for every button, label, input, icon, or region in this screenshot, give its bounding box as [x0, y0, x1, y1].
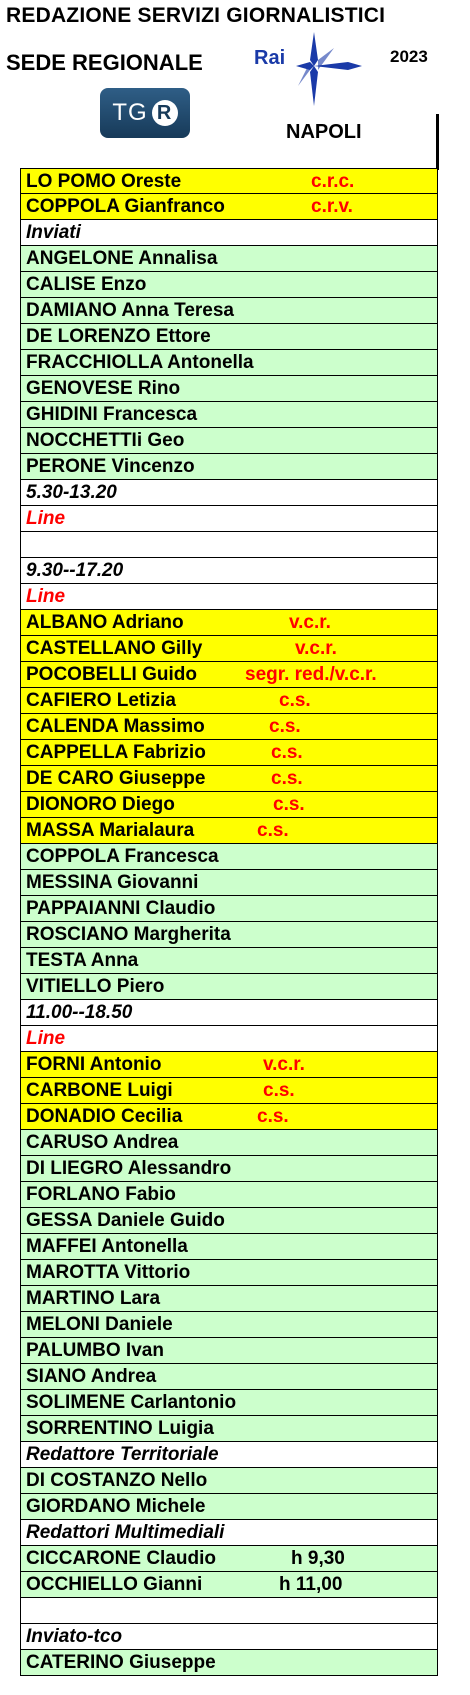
staff-name: CICCARONE Claudio [26, 1548, 216, 1569]
staff-name: FORLANO Fabio [26, 1184, 176, 1205]
staff-name: PALUMBO Ivan [26, 1340, 164, 1361]
section-header-row [20, 1624, 438, 1650]
staff-role: v.c.r. [295, 638, 337, 659]
staff-name: CARBONE Luigi [26, 1080, 173, 1101]
staff-role: v.c.r. [263, 1054, 305, 1075]
staff-row [20, 1416, 438, 1442]
staff-name: COPPOLA Francesca [26, 846, 219, 867]
staff-name: PAPPAIANNI Claudio [26, 898, 216, 919]
staff-name: CAFIERO Letizia [26, 690, 176, 711]
staff-row [20, 1572, 438, 1598]
tgr-logo-icon: TG R [100, 88, 190, 138]
staff-role: c.s. [271, 742, 303, 763]
staff-row [20, 896, 438, 922]
staff-row [20, 610, 438, 636]
section-label: Redattori Multimediali [26, 1522, 225, 1543]
staff-row [20, 350, 438, 376]
section-header-row [20, 1000, 438, 1026]
staff-row [20, 948, 438, 974]
staff-role: c.s. [263, 1080, 295, 1101]
header-divider [436, 114, 439, 170]
staff-role: c.r.v. [311, 196, 353, 217]
staff-name: GIORDANO Michele [26, 1496, 206, 1517]
staff-name: GESSA Daniele Guido [26, 1210, 225, 1231]
staff-row [20, 1234, 438, 1260]
staff-name: CATERINO Giuseppe [26, 1652, 216, 1673]
staff-name: CALISE Enzo [26, 274, 147, 295]
year-label: 2023 [390, 47, 428, 66]
staff-row [20, 454, 438, 480]
staff-name: GENOVESE Rino [26, 378, 181, 399]
section-label: 9.30--17.20 [26, 560, 124, 581]
staff-name: MAFFEI Antonella [26, 1236, 188, 1257]
staff-row [20, 1156, 438, 1182]
line-label: Line [26, 508, 66, 529]
staff-name: ALBANO Adriano [26, 612, 184, 633]
staff-roster [20, 168, 438, 1676]
staff-role: c.s. [273, 794, 305, 815]
staff-name: PERONE Vincenzo [26, 456, 195, 477]
staff-name: CALENDA Massimo [26, 716, 205, 737]
section-label: Inviato-tco [26, 1626, 123, 1647]
section-header-row [20, 220, 438, 246]
staff-name: MESSINA Giovanni [26, 872, 199, 893]
staff-name: MARTINO Lara [26, 1288, 161, 1309]
staff-row [20, 1312, 438, 1338]
staff-row [20, 1104, 438, 1130]
line-label: Line [26, 586, 66, 607]
staff-row [20, 1052, 438, 1078]
staff-role: c.s. [257, 820, 289, 841]
staff-row [20, 974, 438, 1000]
staff-name: FORNI Antonio [26, 1054, 162, 1075]
staff-name: LO POMO Oreste [26, 171, 182, 192]
newsroom-title: REDAZIONE SERVIZI GIORNALISTICI [6, 4, 386, 27]
staff-row [20, 844, 438, 870]
staff-row [20, 636, 438, 662]
staff-row [20, 740, 438, 766]
section-header-row [20, 584, 438, 610]
staff-row [20, 376, 438, 402]
section-label: Inviati [26, 222, 81, 243]
staff-row [20, 1130, 438, 1156]
staff-role: v.c.r. [289, 612, 331, 633]
staff-name: MAROTTA Vittorio [26, 1262, 191, 1283]
rai-logo-icon [252, 30, 370, 110]
staff-row [20, 922, 438, 948]
staff-row [20, 688, 438, 714]
staff-row [20, 1468, 438, 1494]
staff-row [20, 662, 438, 688]
staff-name: NOCCHETTIi Geo [26, 430, 185, 451]
staff-name: ANGELONE Annalisa [26, 248, 218, 269]
staff-name: DI COSTANZO Nello [26, 1470, 208, 1491]
section-header-row [20, 558, 438, 584]
staff-row [20, 1182, 438, 1208]
shift-time: h 11,00 [279, 1574, 343, 1595]
staff-name: CASTELLANO Gilly [26, 638, 203, 659]
staff-name: MELONI Daniele [26, 1314, 173, 1335]
section-header-row [20, 506, 438, 532]
staff-row [20, 818, 438, 844]
staff-name: DE CARO Giuseppe [26, 768, 206, 789]
staff-row [20, 428, 438, 454]
staff-name: DAMIANO Anna Teresa [26, 300, 234, 321]
staff-name: DE LORENZO Ettore [26, 326, 211, 347]
staff-row [20, 870, 438, 896]
line-label: Line [26, 1028, 66, 1049]
section-label: 11.00--18.50 [26, 1002, 133, 1023]
staff-row [20, 1494, 438, 1520]
staff-row [20, 792, 438, 818]
staff-name: CAPPELLA Fabrizio [26, 742, 206, 763]
staff-row [20, 1390, 438, 1416]
staff-row [20, 714, 438, 740]
staff-role: c.r.c. [311, 171, 355, 192]
staff-row [20, 1546, 438, 1572]
staff-name: COPPOLA Gianfranco [26, 196, 225, 217]
section-label: 5.30-13.20 [26, 482, 117, 503]
staff-name: OCCHIELLO Gianni [26, 1574, 203, 1595]
staff-name: FRACCHIOLLA Antonella [26, 352, 254, 373]
section-header-row [20, 1026, 438, 1052]
staff-row [20, 1650, 438, 1676]
staff-name: ROSCIANO Margherita [26, 924, 231, 945]
staff-name: SOLIMENE Carlantonio [26, 1392, 237, 1413]
staff-row [20, 1260, 438, 1286]
section-header-row [20, 1442, 438, 1468]
staff-row [20, 298, 438, 324]
staff-role: segr. red./v.c.r. [245, 664, 377, 685]
staff-row [20, 1338, 438, 1364]
staff-row [20, 1208, 438, 1234]
section-header-row [20, 480, 438, 506]
staff-name: GHIDINI Francesca [26, 404, 198, 425]
staff-name: VITIELLO Piero [26, 976, 165, 997]
staff-row [20, 246, 438, 272]
section-label: Redattore Territoriale [26, 1444, 219, 1465]
section-header-row [20, 1598, 438, 1624]
staff-name: CARUSO Andrea [26, 1132, 179, 1153]
staff-name: SIANO Andrea [26, 1366, 157, 1387]
staff-row [20, 1286, 438, 1312]
staff-role: c.s. [279, 690, 311, 711]
city-label: NAPOLI [286, 121, 362, 143]
staff-row [20, 766, 438, 792]
staff-row [20, 402, 438, 428]
svg-text:Rai: Rai [254, 47, 286, 69]
staff-row [20, 1364, 438, 1390]
staff-name: TESTA Anna [26, 950, 139, 971]
staff-role: c.s. [257, 1106, 289, 1127]
staff-row [20, 194, 438, 220]
staff-role: c.s. [269, 716, 301, 737]
staff-name: MASSA Marialaura [26, 820, 195, 841]
section-header-row [20, 532, 438, 558]
staff-name: DIONORO Diego [26, 794, 175, 815]
staff-row [20, 168, 438, 194]
staff-row [20, 324, 438, 350]
staff-name: SORRENTINO Luigia [26, 1418, 214, 1439]
staff-row [20, 1078, 438, 1104]
staff-role: c.s. [271, 768, 303, 789]
staff-name: DONADIO Cecilia [26, 1106, 183, 1127]
staff-row [20, 272, 438, 298]
staff-name: POCOBELLI Guido [26, 664, 197, 685]
regional-office-label: SEDE REGIONALE [6, 50, 203, 75]
section-header-row [20, 1520, 438, 1546]
staff-name: DI LIEGRO Alessandro [26, 1158, 232, 1179]
shift-time: h 9,30 [291, 1548, 345, 1569]
